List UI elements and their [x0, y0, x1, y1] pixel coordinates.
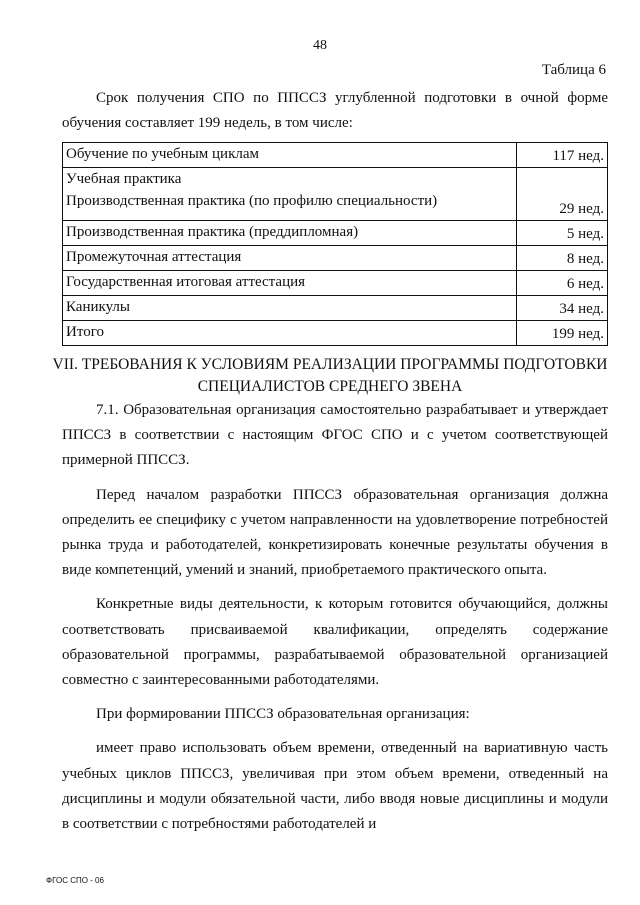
- row-weeks: 117 нед.: [517, 143, 608, 168]
- section-title-line: VII. ТРЕБОВАНИЯ К УСЛОВИЯМ РЕАЛИЗАЦИИ ПРОГРАММЫ ПОДГОТОВКИ: [52, 356, 608, 373]
- row-weeks: 8 нед.: [517, 246, 608, 271]
- paragraph: При формировании ППССЗ образовательная организация:: [96, 706, 470, 723]
- row-label: Обучение по учебным циклам: [63, 143, 517, 168]
- paragraph: 7.1. Образовательная организация самостоятельно разрабатывает и утверждает ППССЗ в соответствии с настоящим ФГОС СПО и с учетом соответствующей примерной ППССЗ.: [62, 402, 608, 469]
- row-label: Государственная итоговая аттестация: [63, 271, 517, 296]
- row-weeks: 5 нед.: [517, 221, 608, 246]
- body-text: [62, 398, 608, 846]
- duration-table: [62, 142, 608, 346]
- intro-paragraph: Срок получения СПО по ППССЗ углубленной подготовки в очной форме обучения составляет 199 недель, в том числе:: [62, 90, 608, 131]
- table-caption: Таблица 6: [541, 62, 606, 78]
- section-title-line: СПЕЦИАЛИСТОВ СРЕДНЕГО ЗВЕНА: [197, 378, 463, 395]
- paragraph: Конкретные виды деятельности, к которым готовится обучающийся, должны соответствовать присваиваемой квалификации, определять содержание образовательной программы, разрабатываемой образовательной организацией совместно с заинтересованными работодателями.: [62, 596, 608, 689]
- table-row: [63, 168, 608, 221]
- table-row: [63, 221, 608, 246]
- table-row: [63, 321, 608, 346]
- row-weeks: 199 нед.: [517, 321, 608, 346]
- row-label-line: Производственная практика (по профилю специальности): [66, 193, 438, 209]
- row-weeks: 29 нед.: [517, 168, 608, 221]
- section-title: [40, 354, 620, 398]
- table-row: [63, 246, 608, 271]
- row-weeks: 34 нед.: [517, 296, 608, 321]
- table-row: [63, 143, 608, 168]
- table-row: [63, 296, 608, 321]
- footer-label: ФГОС СПО - 06: [46, 876, 104, 885]
- row-label: Промежуточная аттестация: [63, 246, 517, 271]
- row-label: Производственная практика (преддипломная): [63, 221, 517, 246]
- row-label-line: Учебная практика: [66, 171, 182, 187]
- row-weeks: 6 нед.: [517, 271, 608, 296]
- paragraph: имеет право использовать объем времени, отведенный на вариативную часть учебных циклов ППССЗ, увеличивая при этом объем времени, отведенный на дисциплины и модули обязательной части, либо вводя новые дисциплины и модули в соответствии с потребностями работодателей и: [62, 740, 608, 833]
- row-label: Каникулы: [63, 296, 517, 321]
- page-number: 48: [313, 38, 327, 53]
- paragraph: Перед началом разработки ППССЗ образовательная организация должна определить ее специфику с учетом направленности на удовлетворение потребностей рынка труда и работодателей, конкретизировать конечные результаты обучения в виде компетенций, умений и знаний, приобретаемого практического опыта.: [62, 486, 608, 579]
- table-row: [63, 271, 608, 296]
- row-label: Итого: [63, 321, 517, 346]
- row-label: [63, 168, 517, 221]
